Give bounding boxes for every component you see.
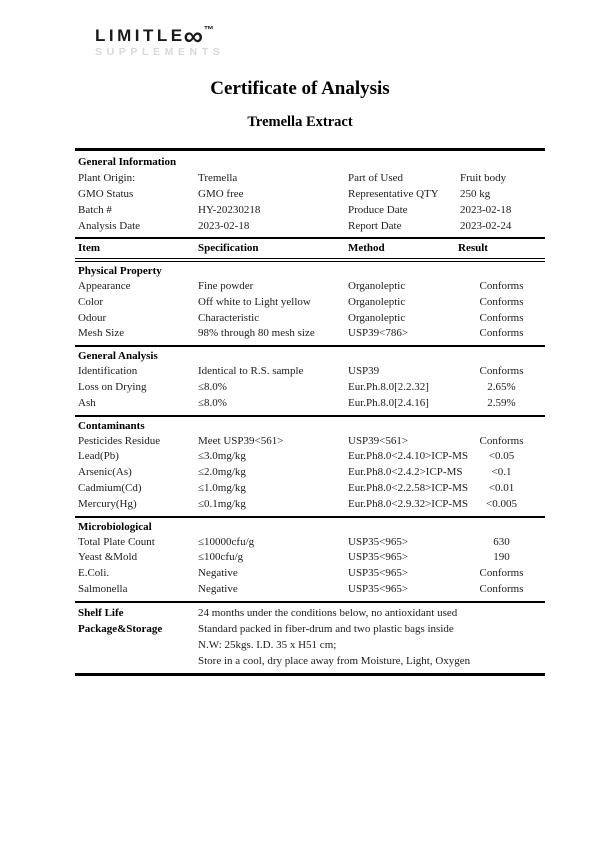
- test-row: [75, 550, 545, 566]
- method-cell: USP35<965>: [348, 535, 409, 548]
- test-row: [75, 566, 545, 582]
- item-cell: Pesticides Residue: [78, 434, 161, 447]
- item-cell: Appearance: [78, 280, 131, 292]
- specification-cell: ≤100cfu/g: [198, 551, 244, 564]
- method-cell: Eur.Ph8.0<2.4.10>ICP-MS: [348, 450, 468, 463]
- test-row: [75, 449, 545, 465]
- item-cell: Mercury(Hg): [78, 497, 137, 510]
- specification-cell: Characteristic: [198, 311, 260, 324]
- brand-logo: [0, 0, 600, 58]
- specification-cell: ≤8.0%: [198, 380, 227, 393]
- specification-cell: Negative: [198, 567, 238, 580]
- item-cell: Identification: [78, 365, 138, 378]
- item-cell: Cadmium(Cd): [78, 481, 142, 494]
- test-row: [75, 380, 545, 396]
- general-information-heading: General Information: [78, 156, 177, 168]
- result-cell: Conforms: [479, 567, 524, 580]
- result-cell: <0.005: [486, 497, 517, 510]
- item-cell: Ash: [78, 396, 96, 409]
- result-cell: 2.59%: [487, 396, 516, 409]
- trademark-symbol: ™: [203, 25, 214, 36]
- test-section-heading: Microbiological: [78, 520, 152, 533]
- info-value: Tremella: [198, 172, 238, 184]
- storage-label: Shelf Life: [78, 606, 124, 619]
- general-info-row: [75, 218, 545, 234]
- info-label: Part of Used: [348, 172, 403, 184]
- item-cell: E.Coli.: [78, 567, 110, 580]
- specification-cell: Off white to Light yellow: [198, 295, 311, 308]
- info-value: Fruit body: [460, 172, 507, 184]
- test-row: [75, 396, 545, 412]
- item-cell: Loss on Drying: [78, 380, 147, 393]
- brand-wordmark: [95, 21, 600, 51]
- document-title: Certificate of Analysis: [210, 78, 390, 99]
- test-row: [75, 295, 545, 311]
- storage-label: [75, 653, 198, 669]
- test-row: [75, 279, 545, 295]
- result-cell: Conforms: [479, 311, 524, 324]
- info-label: Produce Date: [348, 204, 408, 216]
- item-cell: Lead(Pb): [78, 450, 119, 463]
- method-cell: USP35<965>: [348, 567, 409, 580]
- test-row: [75, 481, 545, 497]
- result-cell: 190: [493, 551, 510, 564]
- storage-row: [75, 605, 545, 621]
- test-section: [75, 415, 545, 516]
- method-cell: Eur.Ph8.0<2.4.2>ICP-MS: [348, 466, 463, 479]
- item-cell: Color: [78, 295, 104, 308]
- result-cell: 630: [493, 535, 510, 548]
- info-label: Plant Origin:: [78, 172, 136, 184]
- method-cell: Organoleptic: [348, 311, 406, 324]
- method-cell: Organoleptic: [348, 295, 406, 308]
- general-information-section: [75, 148, 545, 239]
- test-section-heading: General Analysis: [78, 350, 158, 363]
- test-section: [75, 516, 545, 601]
- test-row: [75, 364, 545, 380]
- result-cell: <0.01: [488, 481, 515, 494]
- method-cell: Organoleptic: [348, 280, 406, 292]
- storage-label: [75, 637, 198, 653]
- info-value: GMO free: [198, 188, 244, 200]
- storage-rows: [75, 605, 545, 669]
- specification-cell: 98% through 80 mesh size: [198, 327, 315, 340]
- method-cell: Eur.Ph.8.0[2.4.16]: [348, 396, 429, 409]
- result-cell: 2.65%: [487, 380, 516, 393]
- result-cell: <0.05: [488, 450, 515, 463]
- result-cell: Conforms: [479, 295, 524, 308]
- result-cell: Conforms: [479, 582, 524, 595]
- test-row: [75, 326, 545, 342]
- infinity-icon: ∞: [183, 21, 203, 51]
- info-value: 250 kg: [460, 188, 491, 200]
- specification-cell: ≤8.0%: [198, 396, 227, 409]
- test-row: [75, 465, 545, 481]
- storage-section: [75, 601, 545, 676]
- specification-cell: Meet USP39<561>: [198, 434, 284, 447]
- info-value: 2023-02-18: [198, 220, 250, 232]
- general-info-row: [75, 170, 545, 186]
- product-name: Tremella Extract: [247, 114, 353, 130]
- method-cell: USP35<965>: [348, 551, 409, 564]
- specification-cell: Identical to R.S. sample: [198, 365, 304, 378]
- test-section-heading: Contaminants: [78, 419, 145, 432]
- specification-cell: ≤3.0mg/kg: [198, 450, 246, 463]
- item-cell: Yeast &Mold: [78, 551, 138, 564]
- item-cell: Mesh Size: [78, 327, 125, 340]
- info-value: HY-20230218: [198, 204, 261, 216]
- storage-row: [75, 621, 545, 637]
- storage-text: Store in a cool, dry place away from Moisture, Light, Oxygen: [198, 654, 471, 667]
- test-row: [75, 535, 545, 551]
- item-cell: Odour: [78, 311, 107, 324]
- test-section-heading: Physical Property: [78, 265, 162, 277]
- storage-label: Package&Storage: [78, 622, 163, 635]
- test-row: [75, 497, 545, 513]
- column-header-result: Result: [458, 242, 488, 254]
- info-label: Analysis Date: [78, 220, 141, 232]
- method-cell: Eur.Ph8.0<2.2.58>ICP-MS: [348, 481, 468, 494]
- specification-cell: ≤10000cfu/g: [198, 535, 255, 548]
- info-label: Batch #: [78, 204, 112, 216]
- specification-cell: ≤1.0mg/kg: [198, 481, 246, 494]
- item-cell: Arsenic(As): [78, 466, 132, 479]
- column-header-method: Method: [348, 242, 385, 254]
- column-header-item: Item: [78, 242, 100, 254]
- info-label: GMO Status: [78, 188, 134, 200]
- method-cell: USP39<786>: [348, 327, 409, 340]
- storage-text: 24 months under the conditions below, no antioxidant used: [198, 606, 458, 619]
- result-cell: <0.1: [491, 466, 512, 479]
- method-cell: Eur.Ph8.0<2.9.32>ICP-MS: [348, 497, 468, 510]
- result-cell: Conforms: [479, 280, 524, 292]
- brand-tagline: SUPPLEMENTS: [95, 46, 225, 58]
- result-cell: Conforms: [479, 434, 524, 447]
- storage-text: N.W: 25kgs. I.D. 35 x H51 cm;: [198, 638, 337, 651]
- general-info-row: [75, 186, 545, 202]
- general-info-rows: [75, 170, 545, 234]
- info-label: Representative QTY: [348, 188, 439, 200]
- storage-row: [75, 653, 545, 669]
- test-row: [75, 311, 545, 327]
- table-header-row: [75, 239, 545, 262]
- item-cell: Total Plate Count: [78, 535, 155, 548]
- method-cell: USP39: [348, 365, 380, 378]
- test-section: [75, 262, 545, 345]
- specification-cell: ≤0.1mg/kg: [198, 497, 246, 510]
- specification-cell: Fine powder: [198, 280, 254, 292]
- general-info-row: [75, 202, 545, 218]
- result-cell: Conforms: [479, 365, 524, 378]
- test-row: [75, 582, 545, 598]
- test-table-body: [75, 262, 545, 601]
- test-section: [75, 345, 545, 414]
- result-cell: Conforms: [479, 327, 524, 340]
- storage-row: [75, 637, 545, 653]
- coa-table: [75, 148, 545, 676]
- item-cell: Salmonella: [78, 582, 128, 595]
- method-cell: USP35<965>: [348, 582, 409, 595]
- info-value: 2023-02-24: [460, 220, 512, 232]
- storage-text: Standard packed in fiber-drum and two plastic bags inside: [198, 622, 454, 635]
- specification-cell: ≤2.0mg/kg: [198, 466, 246, 479]
- info-value: 2023-02-18: [460, 204, 512, 216]
- method-cell: USP39<561>: [348, 434, 409, 447]
- test-row: [75, 434, 545, 450]
- brand-name: LIMITLE: [95, 26, 186, 45]
- method-cell: Eur.Ph.8.0[2.2.32]: [348, 380, 429, 393]
- info-label: Report Date: [348, 220, 402, 232]
- specification-cell: Negative: [198, 582, 238, 595]
- column-header-specification: Specification: [198, 242, 259, 254]
